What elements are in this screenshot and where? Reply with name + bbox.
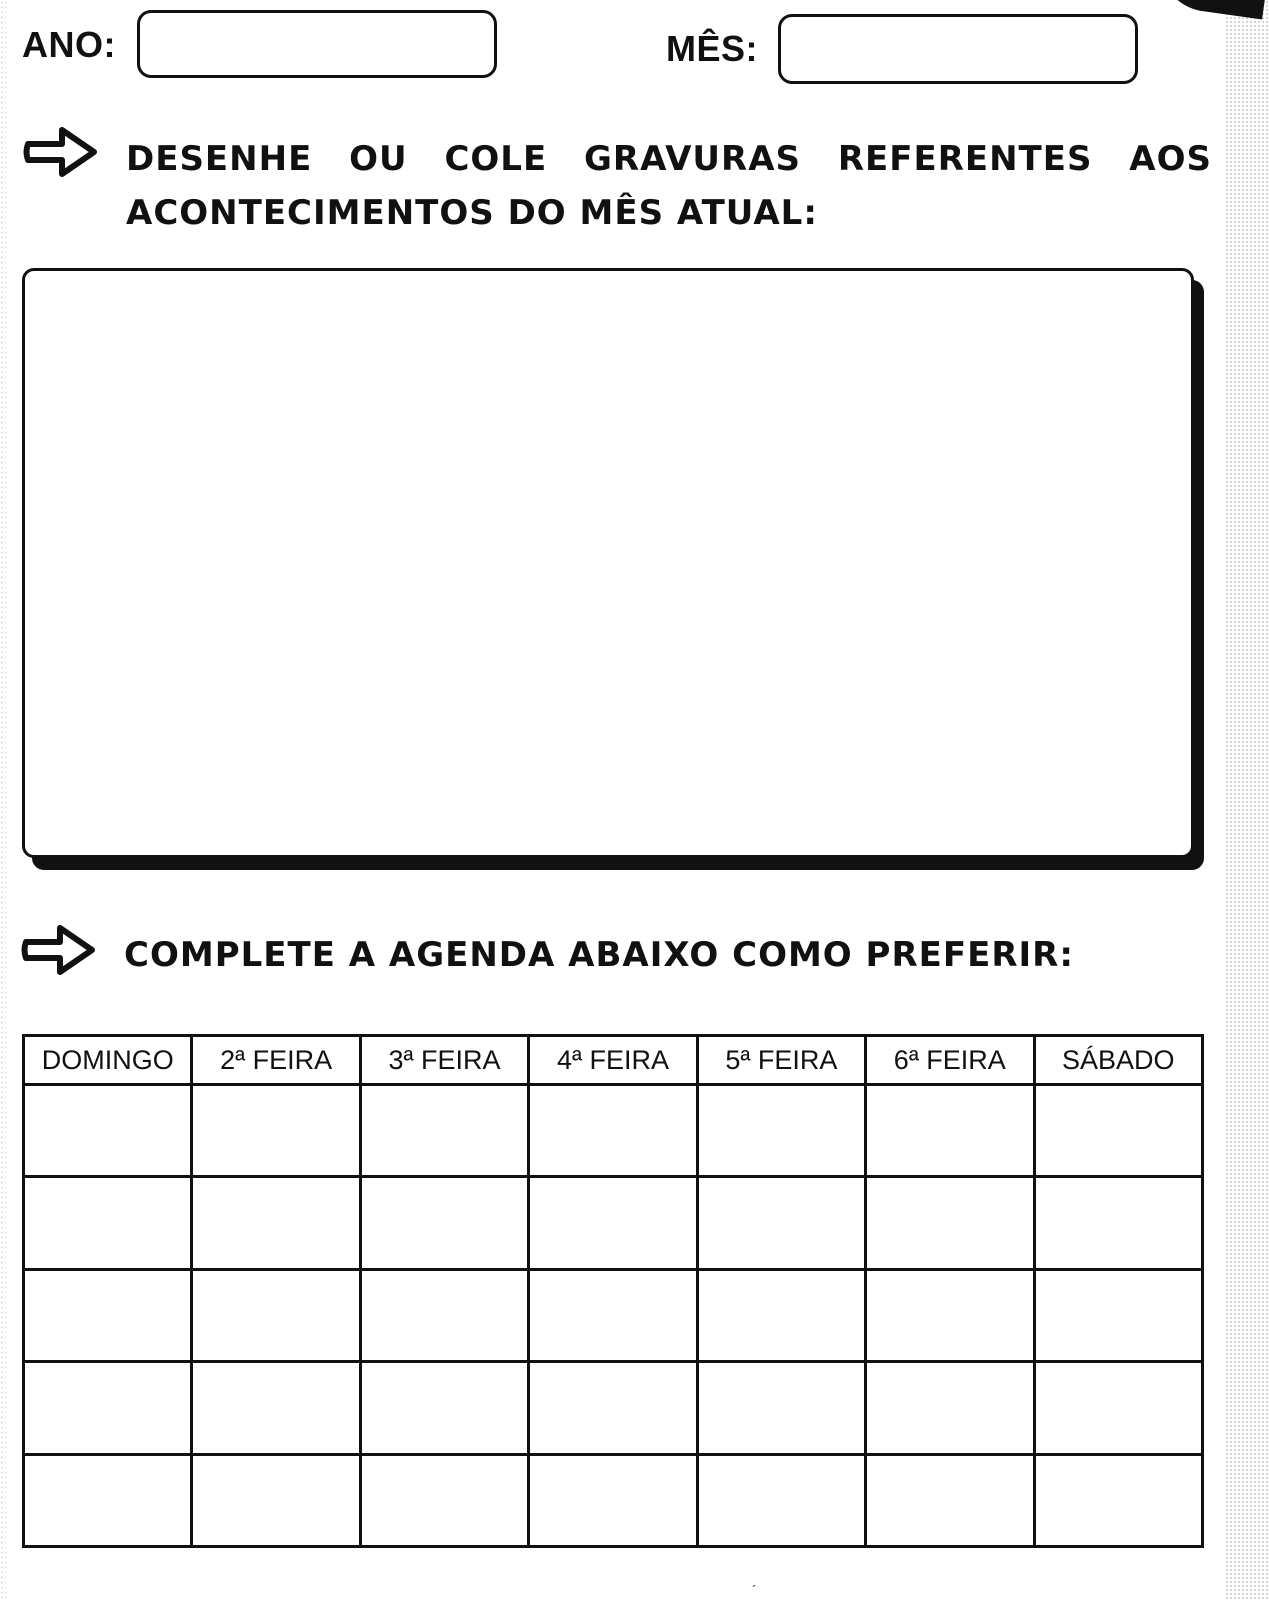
agenda-header-row: [24, 1036, 1203, 1085]
agenda-row: [24, 1085, 1203, 1177]
agenda-cell[interactable]: [360, 1454, 528, 1546]
agenda-instruction: COMPLETE A AGENDA ABAIXO COMO PREFERIR:: [124, 935, 1074, 975]
agenda-cell[interactable]: [866, 1177, 1034, 1269]
drawing-instruction: DESENHE OU COLE GRAVURAS REFERENTES AOS ACONTECIMENTOS DO MÊS ATUAL:: [126, 139, 1212, 233]
agenda-table: [22, 1034, 1204, 1548]
agenda-cell[interactable]: [529, 1085, 697, 1177]
agenda-cell[interactable]: [24, 1085, 192, 1177]
column-header-domingo: DOMINGO: [24, 1036, 192, 1085]
year-label: ANO:: [22, 24, 116, 65]
scan-mark: ´: [752, 1582, 757, 1598]
agenda-cell[interactable]: [24, 1269, 192, 1361]
agenda-cell[interactable]: [529, 1454, 697, 1546]
agenda-cell[interactable]: [192, 1269, 360, 1361]
scan-edge-left: [0, 0, 6, 1600]
agenda-cell[interactable]: [192, 1085, 360, 1177]
agenda-cell[interactable]: [697, 1269, 865, 1361]
arrow-right-icon: [22, 122, 100, 182]
agenda-cell[interactable]: [1034, 1085, 1202, 1177]
agenda-row: [24, 1269, 1203, 1361]
month-label: MÊS:: [666, 28, 758, 69]
agenda-row: [24, 1454, 1203, 1546]
agenda-cell[interactable]: [697, 1454, 865, 1546]
column-header-segunda: 2ª FEIRA: [192, 1036, 360, 1085]
agenda-cell[interactable]: [192, 1177, 360, 1269]
agenda-cell[interactable]: [529, 1269, 697, 1361]
agenda-row: [24, 1177, 1203, 1269]
agenda-cell[interactable]: [697, 1177, 865, 1269]
month-field[interactable]: [778, 14, 1138, 84]
column-header-sabado: SÁBADO: [1034, 1036, 1202, 1085]
agenda-cell[interactable]: [360, 1269, 528, 1361]
agenda-cell[interactable]: [866, 1269, 1034, 1361]
column-header-terca: 3ª FEIRA: [360, 1036, 528, 1085]
agenda-cell[interactable]: [1034, 1362, 1202, 1454]
agenda-cell[interactable]: [866, 1454, 1034, 1546]
agenda-row: [24, 1362, 1203, 1454]
agenda-cell[interactable]: [697, 1362, 865, 1454]
agenda-cell[interactable]: [360, 1177, 528, 1269]
agenda-cell[interactable]: [192, 1454, 360, 1546]
year-field[interactable]: [137, 10, 497, 78]
agenda-cell[interactable]: [360, 1362, 528, 1454]
column-header-quinta: 5ª FEIRA: [697, 1036, 865, 1085]
agenda-cell[interactable]: [697, 1085, 865, 1177]
agenda-cell[interactable]: [866, 1362, 1034, 1454]
agenda-cell[interactable]: [529, 1362, 697, 1454]
arrow-right-icon: [20, 920, 98, 980]
agenda-cell[interactable]: [192, 1362, 360, 1454]
scan-edge-right: [1225, 0, 1269, 1600]
agenda-cell[interactable]: [1034, 1177, 1202, 1269]
agenda-body: [24, 1085, 1203, 1547]
agenda-cell[interactable]: [866, 1085, 1034, 1177]
corner-mark: [1153, 0, 1269, 20]
agenda-cell[interactable]: [360, 1085, 528, 1177]
agenda-cell[interactable]: [24, 1177, 192, 1269]
agenda-cell[interactable]: [1034, 1269, 1202, 1361]
agenda-cell[interactable]: [24, 1454, 192, 1546]
agenda-cell[interactable]: [529, 1177, 697, 1269]
column-header-quarta: 4ª FEIRA: [529, 1036, 697, 1085]
agenda-cell[interactable]: [1034, 1454, 1202, 1546]
drawing-area[interactable]: [22, 268, 1194, 858]
agenda-cell[interactable]: [24, 1362, 192, 1454]
column-header-sexta: 6ª FEIRA: [866, 1036, 1034, 1085]
